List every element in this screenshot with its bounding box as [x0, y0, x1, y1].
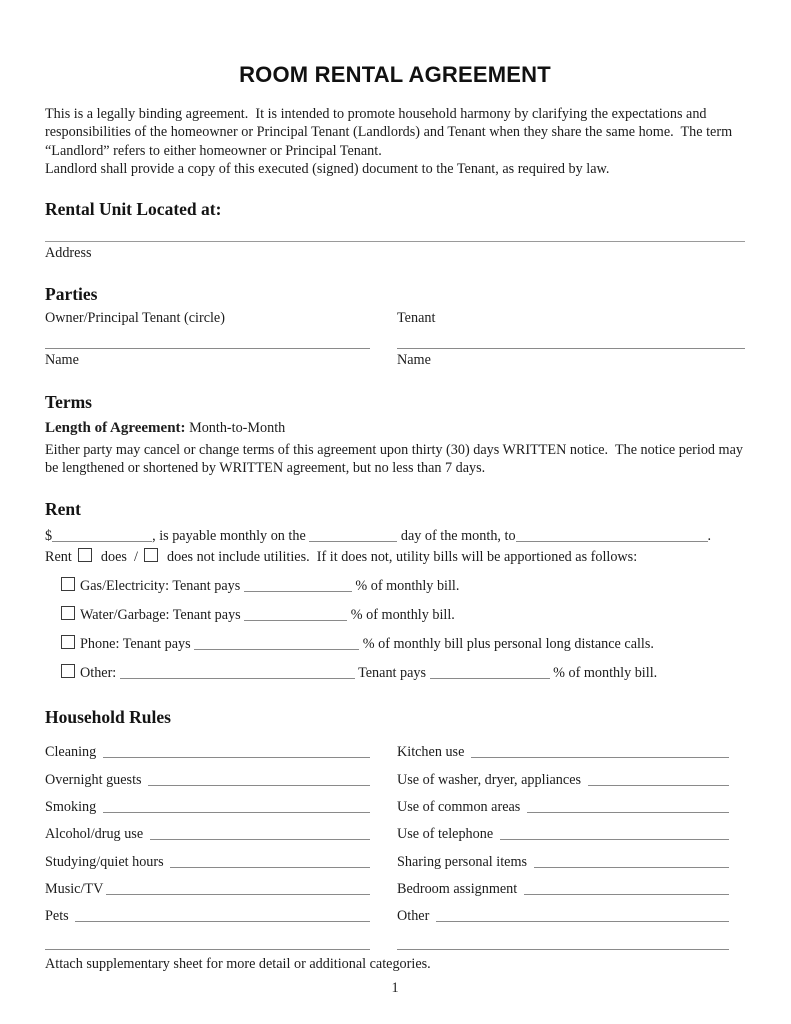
rule-label: Use of telephone [397, 826, 497, 843]
rule-label: Sharing personal items [397, 853, 531, 870]
intro-paragraph-1: This is a legally binding agreement. It is intended to promote household harmony by clarifying the expectations and responsibilities of the homeowner or Principal Tenant (Landlords) and Tenant when they share the same home. The term “Landlord” refers to either homeowner or Principal Tenant. [45, 106, 736, 159]
rent-amount-prefix: $ [45, 527, 53, 544]
rule-row-cleaning [45, 734, 370, 761]
utilities-prefix: Rent [45, 548, 76, 565]
utility-row-water-garbage [45, 606, 745, 624]
parties-heading: Parties [45, 283, 98, 304]
rule-row-common-areas [397, 789, 745, 816]
owner-name-label: Name [45, 351, 79, 368]
tenant-name-fill-line[interactable] [397, 348, 745, 349]
overnight-guests-fill-line[interactable] [148, 785, 370, 786]
kitchen-use-fill-line[interactable] [471, 757, 729, 758]
address-fill-line[interactable] [45, 241, 745, 242]
household-rules-heading: Household Rules [45, 706, 171, 727]
intro-paragraph-2: Landlord shall provide a copy of this executed (signed) document to the Tenant, as required by law. [45, 161, 610, 178]
rule-label: Use of washer, dryer, appliances [397, 771, 585, 788]
address-label: Address [45, 244, 92, 261]
rent-sentence-end: . [707, 527, 712, 544]
rules-left-column [45, 734, 370, 953]
rule-row-bedroom-assignment [397, 871, 745, 898]
water-garbage-percent-blank[interactable] [244, 618, 347, 621]
phone-suffix: % of monthly bill plus personal long distance calls. [359, 635, 654, 652]
does-not-label: does not include utilities. If it does not, utility bills will be apportioned as follows: [163, 548, 638, 565]
other-utility-checkbox[interactable] [61, 664, 75, 678]
tenant-name-label: Name [397, 351, 431, 368]
gas-electricity-suffix: % of monthly bill. [351, 577, 460, 594]
length-of-agreement-line [45, 420, 745, 437]
studying-quiet-hours-fill-line[interactable] [170, 867, 370, 868]
terms-body: Either party may cancel or change terms of this agreement upon thirty (30) days WRITTEN notice. The notice period may be lengthened or shortened by WRITTEN agreement, but no less than 7 days. [45, 441, 747, 477]
household-rules-grid [45, 734, 745, 953]
rule-row-telephone [397, 816, 745, 843]
rent-payable-text: , is payable monthly on the [152, 527, 310, 544]
owner-name-fill-line[interactable] [45, 348, 370, 349]
rule-row-studying-quiet-hours [45, 843, 370, 870]
other-utility-label: Other: [80, 664, 120, 681]
page-title: ROOM RENTAL AGREEMENT [239, 62, 551, 87]
water-garbage-suffix: % of monthly bill. [347, 606, 455, 623]
rent-utilities-line [45, 548, 745, 566]
terms-heading: Terms [45, 391, 92, 412]
music-tv-fill-line[interactable] [106, 894, 370, 895]
rule-label: Studying/quiet hours [45, 853, 168, 870]
pets-fill-line[interactable] [75, 921, 370, 922]
rule-row-smoking [45, 789, 370, 816]
attach-note: Attach supplementary sheet for more detail or additional categories. [45, 955, 431, 972]
rule-label: Cleaning [45, 744, 100, 761]
other-utility-suffix: % of monthly bill. [549, 664, 658, 681]
gas-electricity-checkbox[interactable] [61, 577, 75, 591]
rule-label: Use of common areas [397, 798, 524, 815]
parties-owner-column [45, 305, 370, 369]
common-areas-fill-line[interactable] [527, 812, 729, 813]
rule-row-extra-right [397, 925, 745, 952]
rules-right-column [397, 734, 745, 953]
sharing-personal-items-fill-line[interactable] [534, 867, 729, 868]
rule-label: Music/TV [45, 881, 104, 898]
rule-label: Bedroom assignment [397, 881, 521, 898]
alcohol-drug-use-fill-line[interactable] [150, 839, 370, 840]
rule-label: Smoking [45, 798, 100, 815]
rule-label: Kitchen use [397, 744, 468, 761]
rule-label: Alcohol/drug use [45, 826, 147, 843]
telephone-fill-line[interactable] [500, 839, 729, 840]
rule-label: Other [397, 908, 433, 925]
rent-heading: Rent [45, 498, 81, 519]
utility-row-gas-electricity [45, 577, 745, 595]
water-garbage-label: Water/Garbage: Tenant pays [80, 606, 245, 623]
rule-row-alcohol-drug-use [45, 816, 370, 843]
rule-row-pets [45, 898, 370, 925]
extra-left-fill-line[interactable] [45, 949, 370, 950]
phone-checkbox[interactable] [61, 635, 75, 649]
rule-row-overnight-guests [45, 761, 370, 788]
rental-unit-heading: Rental Unit Located at: [45, 198, 222, 219]
rent-day-blank[interactable] [309, 539, 397, 542]
water-garbage-checkbox[interactable] [61, 606, 75, 620]
other-rule-fill-line[interactable] [436, 921, 729, 922]
rule-label: Pets [45, 908, 73, 925]
gas-electricity-percent-blank[interactable] [244, 589, 352, 592]
utility-row-phone [45, 635, 745, 653]
rent-payto-blank[interactable] [516, 539, 708, 542]
tenant-label: Tenant [397, 309, 436, 326]
does-label: does / [97, 548, 142, 565]
length-of-agreement-label: Length of Agreement: [45, 419, 186, 436]
rent-day-text: day of the month, to [397, 527, 516, 544]
rule-row-kitchen-use [397, 734, 745, 761]
parties-tenant-column [397, 305, 745, 369]
rule-row-washer-dryer-appliances [397, 761, 745, 788]
cleaning-fill-line[interactable] [103, 757, 370, 758]
phone-percent-blank[interactable] [194, 647, 359, 650]
other-utility-mid: Tenant pays [354, 664, 430, 681]
does-checkbox[interactable] [78, 548, 92, 562]
utility-row-other [45, 664, 745, 682]
other-utility-percent-blank[interactable] [430, 676, 550, 679]
rule-row-other [397, 898, 745, 925]
other-utility-desc-blank[interactable] [120, 676, 355, 679]
rent-amount-blank[interactable] [52, 539, 152, 542]
bedroom-assignment-fill-line[interactable] [524, 894, 729, 895]
phone-label: Phone: Tenant pays [80, 635, 195, 652]
rule-row-sharing-personal-items [397, 843, 745, 870]
page-number: 1 [391, 979, 399, 996]
rule-row-extra-left [45, 925, 370, 952]
extra-right-fill-line[interactable] [397, 949, 729, 950]
length-of-agreement-value: Month-to-Month [185, 419, 286, 436]
owner-label[interactable]: Owner/Principal Tenant (circle) [45, 309, 225, 326]
parties-columns [45, 305, 745, 369]
rule-row-music-tv [45, 871, 370, 898]
rent-amount-line [45, 528, 745, 545]
washer-dryer-appliances-fill-line[interactable] [588, 785, 729, 786]
smoking-fill-line[interactable] [103, 812, 370, 813]
gas-electricity-label: Gas/Electricity: Tenant pays [80, 577, 244, 594]
does-not-checkbox[interactable] [144, 548, 158, 562]
rule-label: Overnight guests [45, 771, 146, 788]
